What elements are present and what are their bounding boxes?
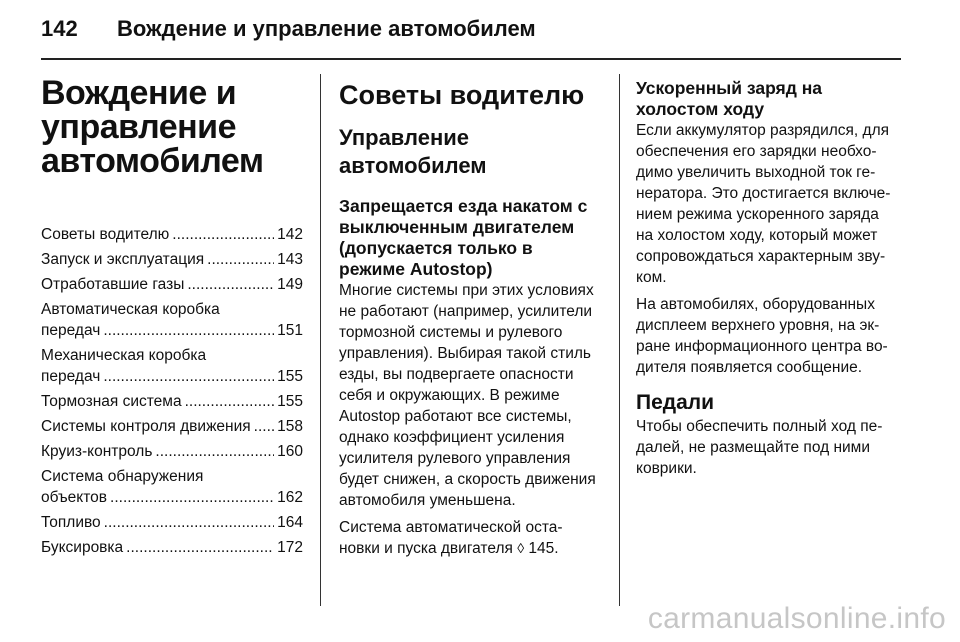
toc-leader-dots [254,416,274,437]
toc-entry-label: Запуск и эксплуатация [41,251,205,268]
toc-leader-dots [126,537,274,558]
toc-entry[interactable] [41,416,303,437]
toc-entry-label: Механическая коробка [41,347,207,364]
page-reference-icon: ◊ [517,540,525,556]
toc-entry[interactable] [41,249,303,270]
toc-entry-label: Буксировка [41,539,124,556]
watermark: carmanualsonline.info [647,602,946,635]
toc-leader-dots [155,441,274,462]
toc-leader-dots [172,224,274,245]
toc-entry-row [41,512,303,533]
toc-entry[interactable] [41,537,303,558]
toc-entry-row [41,441,303,462]
toc-entry-label-cont: передач [41,322,101,339]
block-title-coasting: Запрещается езда накатом с выключенным двигателем (допускается только в режиме Autostop) [339,196,588,279]
toc-entry-row [41,416,303,437]
toc-entry-row [41,391,303,412]
toc-leader-dots [187,274,274,295]
page-reference-number[interactable]: 145. [524,540,559,557]
contents-column [41,74,303,562]
toc-entry-row [41,487,303,508]
toc-entry-page: 164 [277,514,303,531]
autostop-ref-text: Система автоматической оста- новки и пуска двигателя [339,519,563,557]
toc-entry-label: Тормозная система [41,393,182,410]
toc-leader-dots [207,249,274,270]
toc-entry-label: Топливо [41,514,101,531]
charging-pedals-column [636,74,902,485]
toc-entry-row [41,274,303,295]
toc-entry-page: 162 [277,489,303,506]
paragraph-fast-idle-charge: Если аккумулятор разрядился, для обеспечения его зарядки необхо- димо увеличить выходной ток ге- нератора. Это достигается включе- нием режима ускоренного заряда на холостом ходу, который может сопровождаться характерным зву- ком. [636,122,891,286]
toc-entry-page: 155 [277,368,303,385]
toc-entry-label: Советы водителю [41,226,170,243]
page-number: 142 [41,16,78,41]
toc-entry[interactable] [41,441,303,462]
toc-entry-label: Отработавшие газы [41,276,185,293]
toc-entry[interactable] [41,466,303,508]
toc-entry-page: 149 [277,276,303,293]
column-divider-2 [619,74,620,606]
block-title-fast-idle-charge: Ускоренный заряд на холостом ходу [636,78,823,119]
toc-leader-dots [185,391,275,412]
section-title: Советы водителю [339,80,585,110]
toc-entry-row [41,224,303,245]
toc-entry-row [41,320,303,341]
driving-tips-column [339,74,601,565]
toc-entry-page: 172 [277,539,303,556]
toc-entry-row [41,537,303,558]
toc-entry-label-cont: объектов [41,489,108,506]
toc-entry[interactable] [41,391,303,412]
running-title: Вождение и управление автомобилем [117,16,536,41]
toc-leader-dots [104,512,274,533]
block-title-pedals: Педали [636,391,715,414]
page-header [41,16,536,46]
chapter-title: Вождение и управление автомобилем [41,74,264,180]
paragraph-coasting: Многие системы при этих условиях не работают (например, усилители тормозной системы и рулевого управления). Выбирая такой стиль езды, вы подвергаете опасности себя и окружающих. В режиме Autostop работают все системы, однако коэффициент усиления усилителя рулевого управления будет снижен, а скорость движения автомобиля уменьшена. [339,282,596,509]
toc-entry-page: 142 [277,226,303,243]
toc-entry-row [41,366,303,387]
toc-entry-label: Круиз-контроль [41,443,153,460]
toc-entry[interactable] [41,345,303,387]
toc-entry-label: Система обнаружения [41,468,204,485]
toc-entry-page: 160 [277,443,303,460]
toc-entry-page: 155 [277,393,303,410]
toc-leader-dots [110,487,274,508]
paragraph-autostop-ref [339,517,601,559]
paragraph-pedals: Чтобы обеспечить полный ход пе- далей, не размещайте под ними коврики. [636,418,883,477]
toc-entry[interactable] [41,512,303,533]
toc-entry-row [41,249,303,270]
toc-leader-dots [103,320,274,341]
toc-entry[interactable] [41,299,303,341]
toc-entry-label: Автоматическая коробка [41,301,220,318]
toc-entry[interactable] [41,224,303,245]
header-rule [41,58,901,60]
toc-entry-label-cont: передач [41,368,101,385]
toc-entry-page: 158 [277,418,303,435]
paragraph-display-message: На автомобилях, оборудованных дисплеем верхнего уровня, на эк- ране информационного центра во- дителя появляется сообщение. [636,296,888,376]
toc-entry[interactable] [41,274,303,295]
toc-leader-dots [103,366,274,387]
subsection-title: Управление автомобилем [339,125,487,178]
toc-entry-page: 151 [277,322,303,339]
toc-entry-page: 143 [277,251,303,268]
toc-entry-label: Системы контроля движения [41,418,251,435]
table-of-contents [41,224,303,558]
column-divider-1 [320,74,321,606]
